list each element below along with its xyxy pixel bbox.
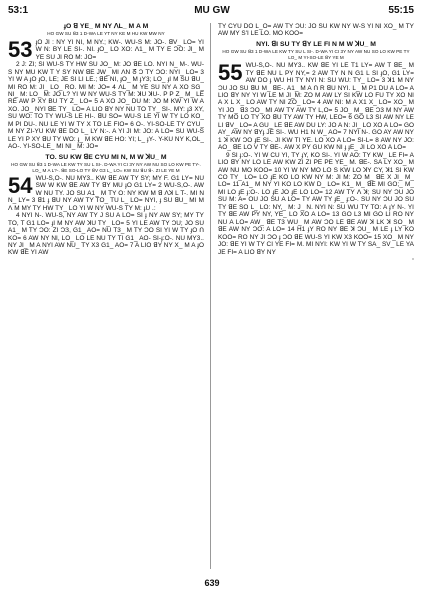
chapter-53-text-1: ɟO JI : NY YI NI, M NY.; KW-. WU-S M: JO-. ꓭV_ LO= YI W N: BY LE SI-. NI. ɟO_ LO XO: ᐱ1_ M TY E ƆO: JI_ M YE SU JI RO M: JO= — [35, 38, 204, 61]
right-column — [218, 23, 414, 569]
chapter-53-number: 53 — [8, 36, 33, 62]
chapter-55-verses-1 — [218, 62, 414, 151]
chapter-55-verses-2: 9 SI ɟ:O-. YI W CU YI, TY ɟY, KO SI-. YI W AO: TY KW_ LE FI= A LIO ꓭY NY LO LE AW KW ZI ZI PE PE YE_ M. ꓭE-. SA LY XO_ M AW NU MO KOO= 10 YI W NY MO LO S KW LO ꓘY CY, ꓘ1 SI KW CO TY_ LO= LO ɟE KO LO KW NY M: JI M: ZO M_ ꓭE X JI_ M_ LO= 11 A1_ M NY YI KO LO KW D_ LO= K1_ M_ ꓭE MI GO;_ M_ MI LO ɟE ɟ:O-. LO ɟE JO ɟE LO LO= 12 AW TY ᐱ ꓘ; SU NY ƆU JO SU M: A= OU JO SU A LO= TY AW TY ɟE_ ɟ:O-. SU NY ƆU JO SU TY ꓭE SO L_ LO: NY,_ M: J_ N. NYI N: SU WU TY TO: A ɟY N-. YI TY ꓭE AW PY NY, YE_ LO XO A LO= 13 GO L3 MI GO LI RO NY NU A LO= AW_ ꓭE T3 WU_ M AW ƆO LE ꓭE AW ꓘ LK ꓘ SO_ M ꓭE AW NY ƆO: A LO= 14 H1 ɟY RO NY ꓭE ꓘ ƆU_ M LE ɟ LY KO KOO= RO NY JI ƆO ɟ ƆO ꓭE WU-S YI KW X3 KOO= 15 XO_ M NY JO: ꓭE YI W TY CI YE FI= M. MI NYI: KW YI W TY SA_ SV_ LE YA JE FI= A LIO ꓭY NY — [218, 151, 414, 256]
running-head-book: MU GW — [194, 5, 230, 16]
chapter-54-text-1: WU-S,O-. NU MY3.. KW ꓭE AW TY SY; MY F. G1 LY= NU SW W KW ꓭE AW TY ꓭY MU ɟO G1 LY= 2 WU-S,O-. AW W NU TY. JO SU A1_ M TY O: NY KW M ꓭ ᐱꓘ L T-. MI N N_ LY= 3 ꓭ1 ɟ ꓭU NY AW TY TO_ TU L_ LO= NYI, ɟ SU ꓭU_ MI M ᐱ M MY TY HW TY_ LO YI W NY WU-S TY M: ɟU .: — [8, 174, 204, 212]
chapter-53-summary: HO GW SU ꓭ3 1 D-WA LE YT NY KE M HU KW MW NY — [47, 31, 165, 37]
running-head-left: 53:1 — [8, 5, 29, 16]
scan-speck — [412, 258, 414, 260]
chapter-53-heading: ɟO ꓭ YE_ M NY ᐱL_ M A M — [63, 23, 149, 30]
running-head-right: 55:15 — [388, 5, 414, 16]
chapter-54-verses-2: 4 NYI N-. WU-S, NY AW TY J SU A LO= SI ɟ NY AW SY; MY TY TO, T G1 LO= ɟI M NY AW ꓘU TY_ LO= 5 YI LE AW TY ƆU; JO SU A1_ M TY ƆO: ZI ƆЗ, G1_ AO= NU T3_ M TY ƆO SI YI W TY ɟO ᑎ KO= 6 AW NY NI, LO_ LO LE NU TY TI G1_ AO- SI-ɟ:O-. NU MY3.. NY JI_ M A NYI AW NU_ TY X3 G1_ AO= 7 A LIO ꓭY NY X_ M A ɟO KW ꓭE YI AW — [8, 212, 204, 257]
chapter-54-summary: HO GW SU ꓭ3 1 D-WA LE KW TY SU L SI-. D-WA YI CI 3Y NY AW NU SO LO KW PE TY-. LO_ M A L?-. ꓭE SO-LO TY ꓭV G3 L_ LO= KW SU ꓭU ꓭ-. ZI LE YE M — [11, 162, 201, 173]
chapter-55-summary: HO GW SU ꓭ3 1 D-WA LE KW TY SU L SI-. D-WA YI CI 3Y NY AW NU SO LO KW PE TY LO_ M YI-SO-LE ꓭY YE M — [222, 49, 410, 60]
chapter-54-continuation: TY CYU DO L_O= AW TY ƆU: JO SU KW NY W-S YI NI XO_ M TY AW MY S'I LE LO. MO KOO= — [218, 23, 414, 38]
chapter-53-verses-1 — [8, 36, 204, 62]
chapter-55-text-1: WU-S,O-. NU MY3.. KW ꓭE YI LE T1 LY= AW T ꓭE_ M TY ꓭE NU L PY NY,= 2 AW TY N N G1 L SI ɟO, G1 LY= AW DO ɟ WU HI TY NYI N: SU WU: TY_ LO= 3 ꓘ1 M NY ƆU JO SU ꓭU M_ ꓭE-. A1_ M A ᑎ R ꓭU NYI. L_ M P1 DU A LO= A LIO ꓭY NY YI W LE M JI_M: ZO M AW LY SI KW LO FU TY XO NI A X L X_ LO AW TY NI ZO_ LO= 4 AW NI: M A X1 X_ LO= XO_ M YI JO_ ꓭ3 ƆO_ MI AW TY AW TY L,O= 5 JO_ M_ ꓭE Ɔ3 M NY AW TY MO LO TY XO ꓭU TY AW TY HW, LEO= 6 GO L3 SI AW NY LE LI ꓭV_ LO= A GU_ LE ꓭE AW DU LY: JO A N: JI_ LO XO A LO= GO AY_ AW NY ꓭYɟ JE SI-. WU H1 N W_ AO= 7 NYI N-. GO AY AW NY 1 ꓘ KW ƆO ɟE SI-. JI KW TI YE. LO XO A LO= SI-L= 8 AW NY JO: AO_ ꓭE LO V TY ꓭE-. AW X PY GU KW NI ɟ ɟE_ JI LO XO A LO= — [218, 62, 414, 152]
left-column — [8, 23, 204, 569]
chapter-55-heading: NYI. ꓭI SU TY ꓭY LE FI N M W ꓘU_ M — [256, 40, 376, 48]
chapter-53-verses-2: 2 J: ZI; SI WU-S TY HW SU JO_ M: JO ꓭE LO. NYI N_ M-. WU-S NY MU KW T Y SY NW ꓭE JW_ MI ᐱN ᘔ Ɔ TY ƆO: NYI_ LO= 3 YI W A ɟO ɟO, LE; JE SI LI LE.; ꓭE NI, ɟO_ M ɟY3; LO_ ɟI M SU ꓭU_ MI RO M: JI_ LO_ RO. MI M: JO= 4 ᐱL_ M YE SU NY A XO SG_ NI_ M: LO_ M: JO L? YI W NY WU-S TY M: ꓘU ꓘU-. P P Z_ M_ LE RE AW P XY BU TY Z_ LO= 5 A XO JO_ DU M: JO M KW YI W A XO. JO_ NYI ꓭE TY_ LO= A LIO ꓭY NY NU TO TY_ SI-. MY: ɟ3 XY, SU WO: TO TY WU-S LE HI-. ꓭU SO= WU-S LE YI W TY LO KO_ M PI DU-. NU LE YI W TY X TO LE FIO= 6 O-. YI-SO-LE TY CYU_ M NY ZI-YU KW ꓭE DO L_ LY N:-. A YI JI M: JO: A LO= SU WU-S LE YI P XY ꓭU TY WO: ɟ_ M KW ꓭE HO: YI; L_ ɟY-. Y-KU NY K,OL_ AO-. YI-SO-LE_ MI NI_ M: JO= — [8, 61, 204, 151]
page-number: 639 — [204, 578, 220, 588]
column-divider — [210, 23, 211, 569]
chapter-54-number: 54 — [8, 172, 33, 198]
chapter-55-number: 55 — [218, 60, 243, 86]
chapter-54-verses-1 — [8, 172, 204, 212]
chapter-54-heading: TO. SU KW ꓭE CYU MI N, M W ꓘU_ M — [45, 153, 167, 161]
